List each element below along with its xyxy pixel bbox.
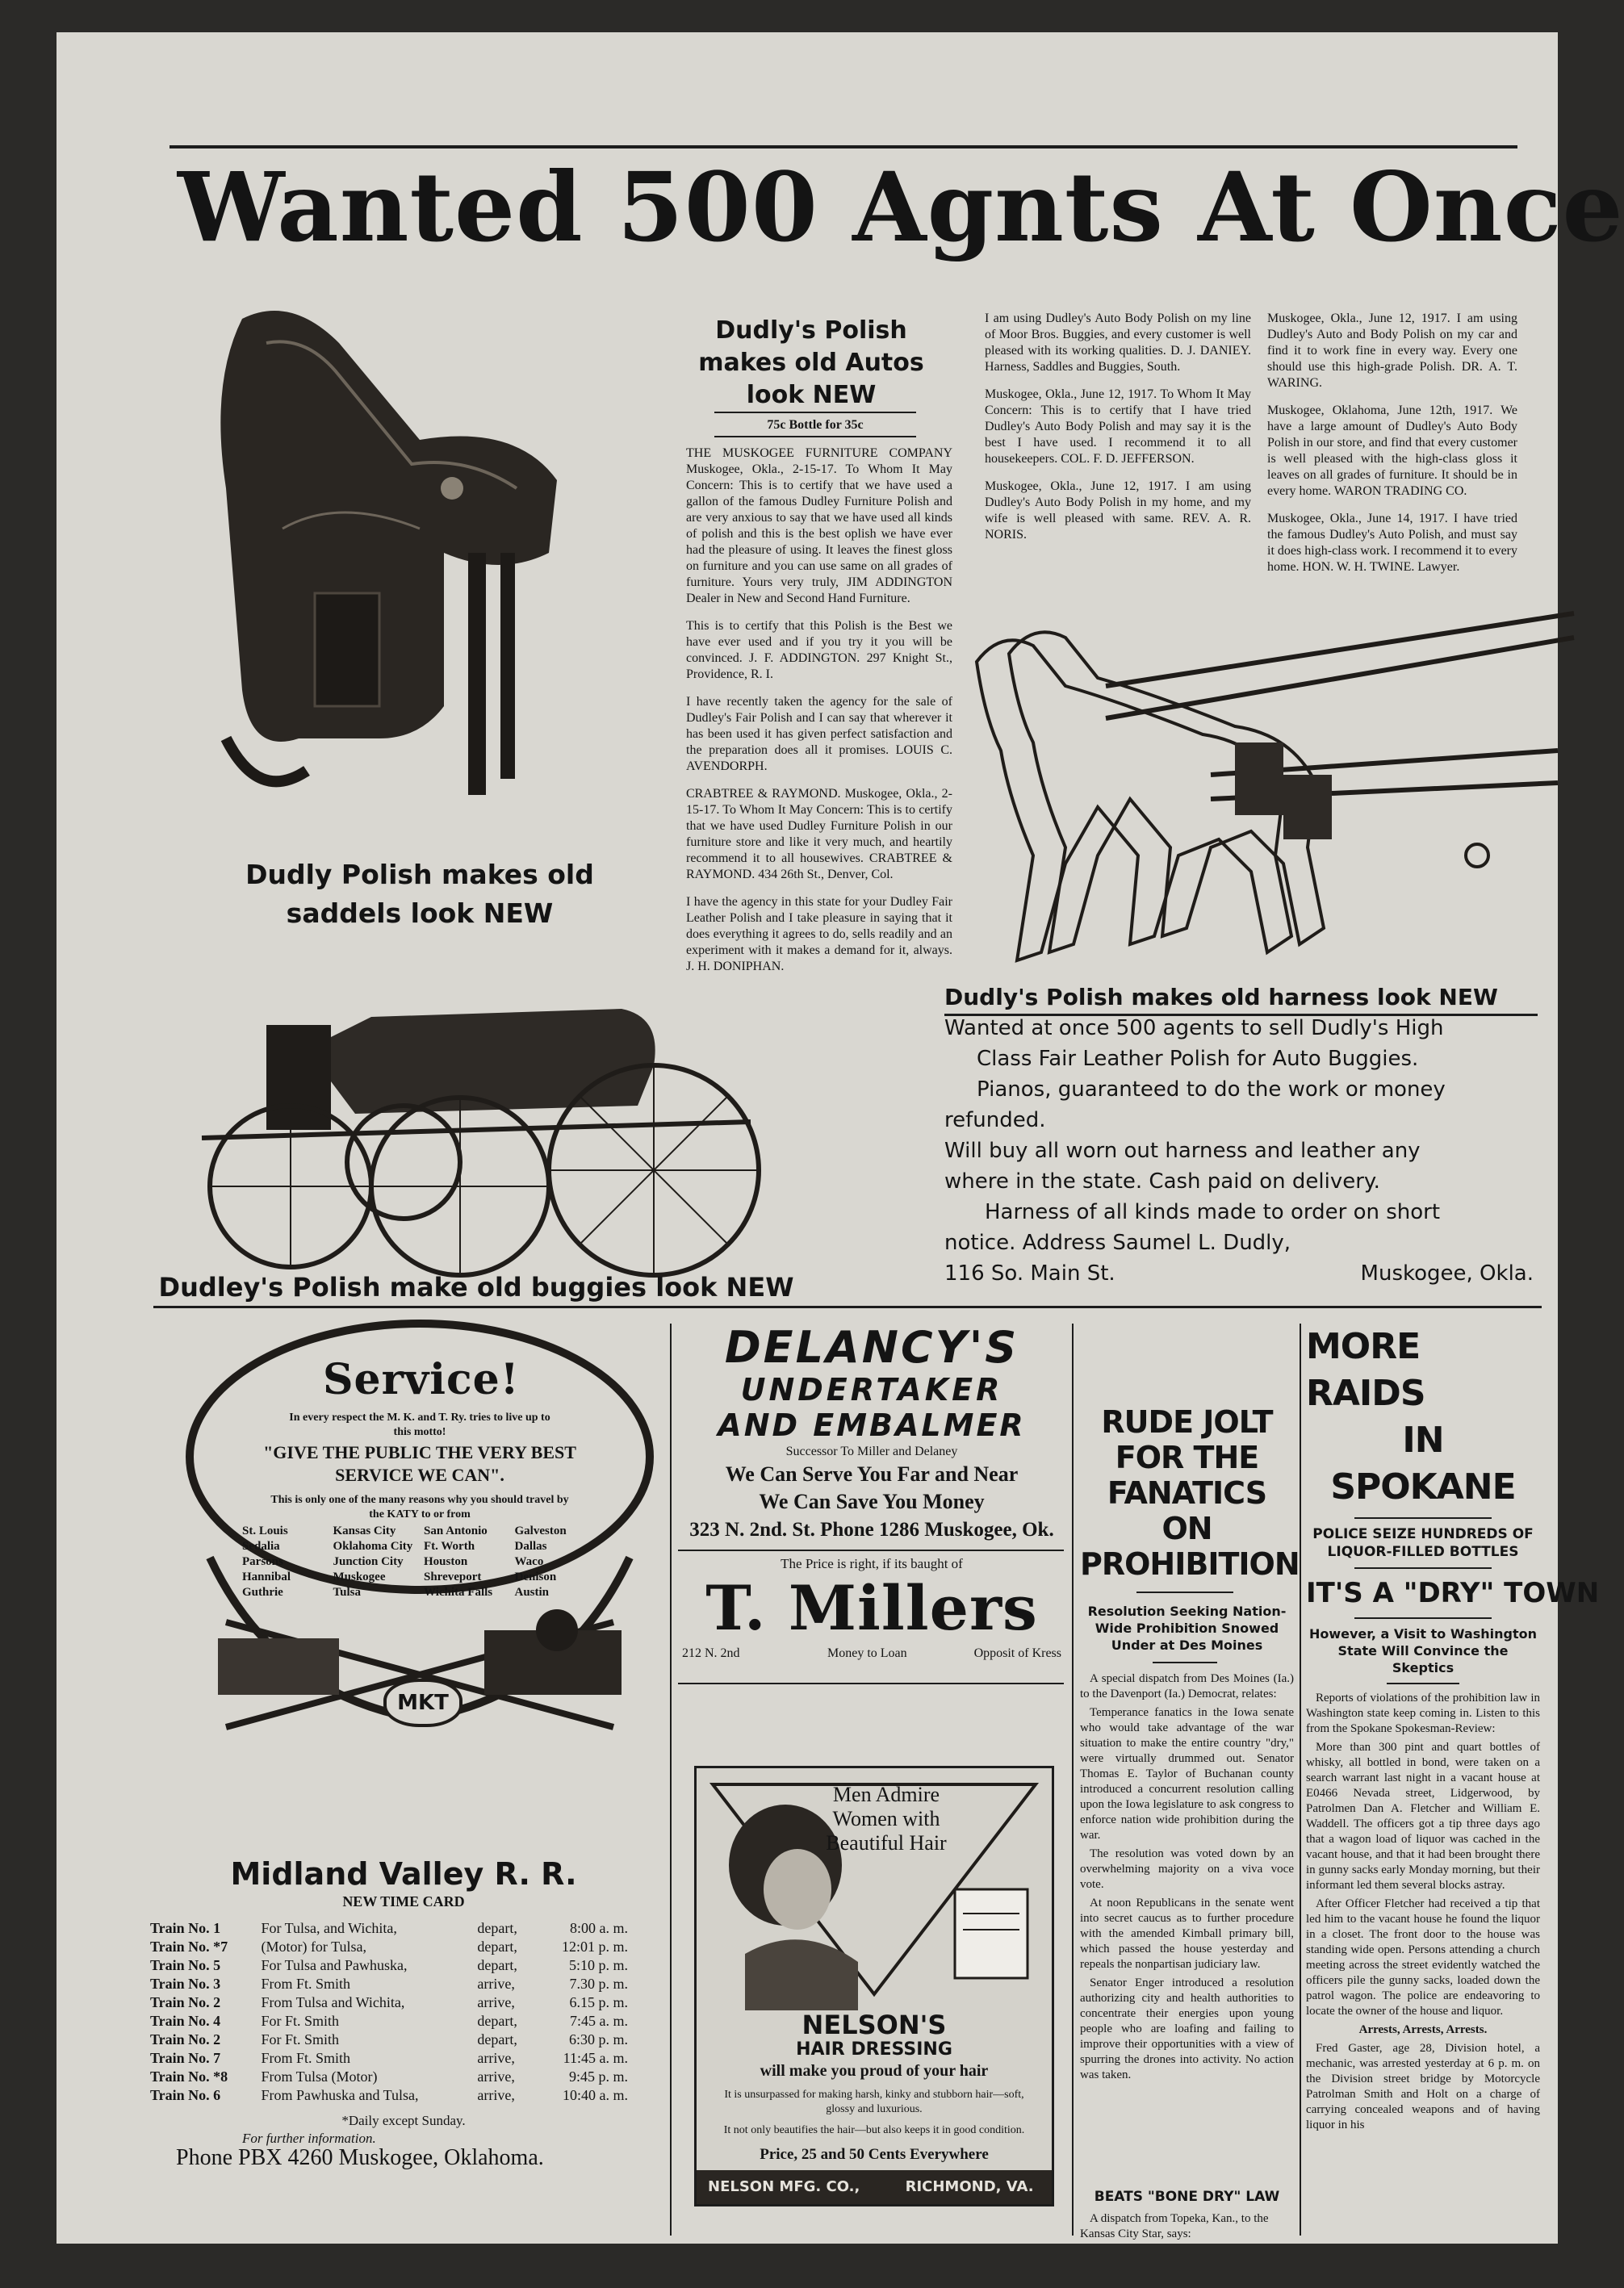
autos-title: Dudly's Polish makes old Autos look NEW	[698, 316, 924, 409]
testimonial: Muskogee, Okla., June 14, 1917. I have tried the famous Dudley's Auto Polish, and must say it does high-class work. I recommend it to every home. HON. W. H. TWINE. Lawyer.	[1267, 512, 1517, 574]
timetable-train: Train No. *8	[150, 2068, 228, 2085]
buggy-caption: Dudley's Polish make old buggies look NEW	[158, 1272, 794, 1303]
timetable-desc: From Ft. Smith	[261, 1976, 350, 1992]
timetable-type: depart,	[477, 2013, 517, 2029]
timetable-train: Train No. 3	[150, 1976, 221, 1992]
timetable-time: 8:00 a. m.	[570, 1920, 628, 1936]
timetable-type: arrive,	[477, 2068, 515, 2085]
timetable-train: Train No. 2	[150, 2031, 221, 2047]
delancy-successor: Successor To Miller and Delaney	[785, 1445, 958, 1458]
nelson-tagline: will make you proud of your hair	[760, 2062, 989, 2080]
timetable-desc: From Ft. Smith	[261, 2050, 350, 2066]
millers-address: 212 N. 2nd	[682, 1646, 740, 1660]
city: San Antonio	[424, 1525, 488, 1537]
testimonial: CRABTREE & RAYMOND. Muskogee, Okla., 2-15-17. To Whom It May Concern: This is to certify that we have used Dudley Furniture Polish in our furniture store and like it very much, and heartily recommend it to all housewives. CRABTREE & RAYMOND. 434 26th St., Denver, Col.	[686, 787, 952, 881]
column-rule	[1300, 1324, 1301, 2236]
millers-opposite: Opposit of Kress	[973, 1646, 1061, 1660]
ad-body-line: Class Fair Leather Polish for Auto Buggies.	[977, 1047, 1419, 1071]
testimonials-middle	[686, 445, 952, 1047]
city: Guthrie	[242, 1586, 283, 1599]
nelson-banner: Men Admire Women with Beautiful Hair	[826, 1783, 947, 1855]
article1-para: A special dispatch from Des Moines (Ia.) to the Davenport (Ia.) Democrat, relates:	[1080, 1672, 1294, 1700]
deck-rule	[1354, 1567, 1492, 1569]
nelson-copy2: It not only beautifies the hair—but also keeps it in good condition.	[723, 2124, 1025, 2136]
timetable-type: arrive,	[477, 2050, 515, 2066]
city: Denison	[514, 1571, 557, 1583]
delancy-save: We Can Save You Money	[759, 1490, 985, 1513]
timetable-time: 11:45 a. m.	[563, 2050, 628, 2066]
article-spokane	[1306, 1324, 1600, 2288]
timetable-row	[147, 1975, 631, 1993]
testimonial: I have the agency in this state for your Dudley Fair Leather Polish and I take pleasure in saying that it does everything it agrees to do, sells readily and an experiment with it makes a demand for it, always. J. H. DONIPHAN.	[686, 895, 952, 973]
article1-body	[1080, 1671, 1294, 2265]
article1-para: The resolution was voted down by an overwhelming majority on a viva voce vote.	[1080, 1847, 1294, 1891]
testimonial: Muskogee, Okla., June 12, 1917. To Whom It May Concern: This is to certify that I have tried Dudley's Auto Body Polish and may say it is the best I have used. I recommend it to all housekeepers. COL. F. D. JEFFERSON.	[985, 387, 1251, 466]
delancy-name: DELANCY'S	[724, 1322, 1019, 1373]
timetable-train: Train No. 4	[150, 2013, 221, 2029]
timetable-time: 6.15 p. m.	[569, 1994, 628, 2010]
city: Wichita Falls	[424, 1586, 493, 1599]
timetable-desc: For Tulsa, and Wichita,	[261, 1920, 397, 1936]
timetable-type: depart,	[477, 2031, 517, 2047]
price-rule	[714, 436, 916, 437]
timetable-desc: For Tulsa and Pawhuska,	[261, 1957, 408, 1973]
midland-note: *Daily except Sunday.	[341, 2113, 466, 2128]
article2-deck1: POLICE SEIZE HUNDREDS OF LIQUOR-FILLED BOTTLES	[1312, 1526, 1534, 1560]
nelson-footer	[697, 2170, 1052, 2204]
article1-para: At noon Republicans in the senate went into secret caucus as to further procedure with the amended Kimball primary bill, which passed the house yesterday and repeals the nonpartisan judiciary law.	[1080, 1897, 1294, 1971]
midland-subtitle: NEW TIME CARD	[342, 1893, 465, 1909]
testimonial: Muskogee, Okla., June 12, 1917. I am using Dudley's Auto and Body Polish on my car and find it to work fine in every way. Every one should use this high-grade Polish. DR. A. T. WARING.	[1267, 312, 1517, 390]
timetable-train: Train No. *7	[150, 1939, 228, 1955]
nelson-maker: NELSON MFG. CO.,	[708, 2178, 860, 2195]
millers-name: T. Millers	[705, 1572, 1038, 1644]
midland-timetable	[147, 1919, 631, 2105]
midland-phone: Phone PBX 4260 Muskogee, Oklahoma.	[176, 2145, 544, 2170]
saddle-caption: Dudly Polish makes old saddels look NEW	[245, 859, 594, 929]
deck-rule	[1354, 1617, 1492, 1619]
testimonial: Muskogee, Oklahoma, June 12th, 1917. We have a large amount of Dudley's Auto Body Polish in our store, and find that every customer is well pleased with the high-class gloss it leaves on all grades of furniture. It should be in every home. WARON TRADING CO.	[1267, 404, 1517, 498]
timetable-train: Train No. 7	[150, 2050, 221, 2066]
delancy-address: 323 N. 2nd. St. Phone 1286 Muskogee, Ok.	[689, 1519, 1054, 1541]
ad-body-line: Harness of all kinds made to order on short	[985, 1200, 1441, 1224]
nelson-price: Price, 25 and 50 Cents Everywhere	[760, 2146, 989, 2163]
city: Parsons	[242, 1555, 283, 1568]
delancy-line1: UNDERTAKER	[740, 1372, 1003, 1408]
katy-title: Service!	[323, 1355, 520, 1404]
timetable-train: Train No. 6	[150, 2087, 221, 2103]
katy-sub: This is only one of the many reasons why you should travel by the KATY to or from	[270, 1494, 569, 1520]
nelson-copy1: It is unsurpassed for making harsh, kinky and stubborn hair—soft, glossy and luxurious.	[724, 2089, 1024, 2115]
ad-address-city: Muskogee, Okla.	[1360, 1261, 1534, 1286]
deck-rule	[1153, 1662, 1217, 1663]
city: Hannibal	[242, 1571, 291, 1583]
ad-body-line: Wanted at once 500 agents to sell Dudly's High	[944, 1016, 1444, 1040]
timetable-type: depart,	[477, 1939, 517, 1955]
timetable-train: Train No. 1	[150, 1920, 221, 1936]
article2-body	[1306, 1691, 1540, 2288]
ad-body-line: Pianos, guaranteed to do the work or money	[977, 1077, 1446, 1102]
timetable-type: depart,	[477, 1957, 517, 1973]
midland-title: Midland Valley R. R.	[230, 1856, 577, 1892]
section-rule	[153, 1306, 1542, 1308]
testimonials-right-1	[985, 311, 1251, 585]
timetable-desc: (Motor) for Tulsa,	[261, 1939, 366, 1955]
article1-para: Senator Enger introduced a resolution authorizing city and health authorities to concentrate their energies upon young people who are loafing and failing to improve their opportunities with a view of spurring the drones into activity. No action was taken.	[1080, 1976, 1294, 2081]
ad-body-line: notice. Address Saumel L. Dudly,	[944, 1231, 1291, 1255]
katy-logo	[383, 1679, 463, 1727]
article1-last-para: A dispatch from Topeka, Kan., to the Kansas City Star, says:	[1080, 2212, 1269, 2240]
city: Galveston	[514, 1525, 567, 1537]
article2-para: Fred Gaster, age 28, Division hotel, a mechanic, was arrested yesterday at 6 p. m. on the Division street bridge by Motorcycle Patrolman Smith and Holt on a charge of carrying concealed weapons and of having liquor in his	[1306, 2042, 1540, 2131]
testimonials-right-2	[1267, 311, 1517, 585]
article1-deck: Resolution Seeking Nation-Wide Prohibition Snowed Under at Des Moines	[1087, 1604, 1287, 1653]
article2-headline2: IN SPOKANE	[1330, 1420, 1516, 1508]
timetable-row	[147, 1919, 631, 1938]
timetable-time: 9:45 p. m.	[568, 2068, 628, 2085]
timetable-time: 7:45 a. m.	[570, 2013, 628, 2029]
ad-body-line: where in the state. Cash paid on delivery.	[944, 1169, 1380, 1194]
timetable-row	[147, 1938, 631, 1956]
article1-subhead: BEATS "BONE DRY" LAW	[1094, 2189, 1280, 2205]
testimonial: I have recently taken the agency for the sale of Dudley's Fair Polish and I can say that wherever it has been used it has given perfect satisfaction and the preparation does all it promises. LOUIS C. AVENDORPH.	[686, 695, 952, 773]
timetable-row	[147, 2068, 631, 2086]
katy-logo-text: MKT	[397, 1691, 449, 1715]
timetable-desc: From Pawhuska and Tulsa,	[261, 2087, 419, 2103]
city: Ft. Worth	[424, 1540, 475, 1553]
testimonial: I am using Dudley's Auto Body Polish on my line of Moor Bros. Buggies, and every customer is well pleased with its working qualities. D. J. DANIEY. Harness, Saddles and Buggies, South.	[985, 312, 1251, 374]
delancy-rule	[678, 1550, 1064, 1551]
delancy-serve: We Can Serve You Far and Near	[725, 1462, 1019, 1486]
millers-loan: Money to Loan	[827, 1646, 907, 1660]
katy-motto: "GIVE THE PUBLIC THE VERY BEST SERVICE WE CAN".	[263, 1442, 576, 1485]
timetable-row	[147, 2012, 631, 2031]
katy-intro: In every respect the M. K. and T. Ry. tries to live up to this motto!	[289, 1412, 550, 1438]
nelson-city: RICHMOND, VA.	[905, 2178, 1034, 2195]
millers-rule	[678, 1683, 1064, 1684]
city: Kansas City	[333, 1525, 396, 1537]
midland-further: For further information.	[242, 2131, 376, 2146]
timetable-time: 5:10 p. m.	[568, 1957, 628, 1973]
timetable-train: Train No. 2	[150, 1994, 221, 2010]
testimonial: Muskogee, Okla., June 12, 1917. I am using Dudley's Auto Body Polish in my home, and my wife is well pleased with same. REV. A. R. NORIS.	[985, 479, 1251, 542]
headline-rule	[1354, 1517, 1492, 1519]
timetable-time: 7.30 p. m.	[569, 1976, 628, 1992]
city: Muskogee	[333, 1571, 386, 1583]
timetable-row	[147, 1956, 631, 1975]
headline-rule	[1136, 1592, 1233, 1593]
delancy-ad	[678, 1324, 1065, 1545]
newspaper-page	[57, 32, 1624, 2244]
timetable-desc: From Tulsa (Motor)	[261, 2068, 378, 2085]
city: Sedalia	[242, 1540, 280, 1553]
article2-subhead: Arrests, Arrests, Arrests.	[1358, 2023, 1488, 2036]
timetable-desc: From Tulsa and Wichita,	[261, 1994, 405, 2010]
article2-headline1: MORE RAIDS	[1306, 1326, 1425, 1414]
timetable-desc: For Ft. Smith	[261, 2013, 339, 2029]
harness-caption: Dudly's Polish makes old harness look NEW	[944, 984, 1498, 1010]
nelson-product: HAIR DRESSING	[796, 2039, 952, 2060]
city: Oklahoma City	[333, 1540, 413, 1553]
timetable-train: Train No. 5	[150, 1957, 221, 1973]
ad-body-line: refunded.	[944, 1108, 1046, 1132]
ad-body-line: Will buy all worn out harness and leather any	[944, 1139, 1421, 1163]
timetable-time: 10:40 a. m.	[563, 2087, 628, 2103]
top-border	[170, 145, 1517, 148]
ad-address-street: 116 So. Main St.	[944, 1261, 1115, 1286]
city: Dallas	[514, 1540, 547, 1553]
timetable-type: arrive,	[477, 1994, 515, 2010]
city: St. Louis	[242, 1525, 288, 1537]
city: Junction City	[333, 1555, 404, 1568]
nelson-ad	[694, 1766, 1054, 2206]
city: Tulsa	[333, 1586, 361, 1599]
article2-para: More than 300 pint and quart bottles of whisky, all bottled in bond, were taken on a search warrant last night in a vacant house at E0466 Nevada street, Lidgerwood, by Patrolmen Dan A. Fletcher and William E. Waddell. The officers got a tip three days ago that a wagon load of liquor was cached in the vacant house, and that it had been brought there in gunny sacks early Monday morning, but their informant led them several blocks astray.	[1306, 1741, 1540, 1892]
testimonial: This is to certify that this Polish is the Best we have ever used and if you try it you will be convinced. J. F. ADDINGTON. 297 Knight St., Providence, R. I.	[686, 619, 952, 681]
timetable-row	[147, 2031, 631, 2049]
article-prohibition	[1080, 1404, 1300, 2265]
article2-para: After Officer Fletcher had received a tip that led him to the vacant house he found the liquor in a closet. The front door to the house was standing wide open. Persons attending a church meeting across the street evidently watched the officers pile the gunny sacks, loaded down the patrol wagon. The police are endeavoring to locate the owner of the house and liquor.	[1306, 1897, 1540, 2018]
timetable-desc: For Ft. Smith	[261, 2031, 339, 2047]
timetable-time: 6:30 p. m.	[568, 2031, 628, 2047]
city: Austin	[514, 1586, 550, 1599]
ad-body	[944, 1013, 1542, 1289]
city: Waco	[514, 1555, 544, 1568]
timetable-row	[147, 2049, 631, 2068]
deck-rule	[1387, 1683, 1459, 1684]
timetable-type: depart,	[477, 1920, 517, 1936]
article1-headline: RUDE JOLT FOR THE FANATICS ON PROHIBITION	[1080, 1404, 1300, 1582]
price-line: 75c Bottle for 35c	[767, 418, 864, 432]
city: Houston	[424, 1555, 468, 1568]
timetable-type: arrive,	[477, 2087, 515, 2103]
article2-para: Reports of violations of the prohibition law in Washington state keep coming in. Listen to this from the Spokane Spokesman-Review:	[1306, 1692, 1540, 1735]
column-rule	[670, 1324, 672, 2236]
nelson-name: NELSON'S	[802, 2010, 947, 2040]
column-rule	[1072, 1324, 1074, 2236]
nelson-copy-block	[721, 2010, 1028, 2165]
article1-para: Temperance fanatics in the Iowa senate who would take advantage of the war situation to make the entire country "dry," were virtually drummed out. Senator Thomas E. Taylor of Buchanan county introduced a concurrent resolution calling upon the Iowa legislature to ask congress to enforce nation wide prohibition during the war.	[1080, 1706, 1294, 1842]
article2-headline3: IT'S A "DRY" TOWN	[1306, 1577, 1600, 1609]
title-rule	[714, 412, 916, 413]
saddle-illustration	[178, 287, 630, 851]
timetable-time: 12:01 p. m.	[561, 1939, 628, 1955]
city: Shreveport	[424, 1571, 482, 1583]
harness-illustration	[944, 589, 1590, 1009]
millers-tag: The Price is right, if its baught of	[781, 1556, 963, 1571]
delancy-line2: AND EMBALMER	[718, 1408, 1026, 1443]
article2-deck2: However, a Visit to Washington State Will Convince the Skeptics	[1308, 1626, 1538, 1675]
timetable-type: arrive,	[477, 1976, 515, 1992]
katy-city-grid	[242, 1524, 605, 1600]
testimonial: THE MUSKOGEE FURNITURE COMPANY Muskogee, Okla., 2-15-17. To Whom It May Concern: This is to certify that we have used a gallon of the famous Dudley Furniture Polish and are very anxious to say that we have used all kinds of polish and this is the best oplish we have ever had the pleasure of using. It leaves the finest gloss on furniture and you can use same on all grades of furniture. Yours very truly, JIM ADDINGTON Dealer in New and Second Hand Furniture.	[686, 446, 952, 605]
ad-headline: Wanted 500 Agnts At Once	[178, 151, 1624, 263]
timetable-row	[147, 1993, 631, 2012]
timetable-row	[147, 2086, 631, 2105]
